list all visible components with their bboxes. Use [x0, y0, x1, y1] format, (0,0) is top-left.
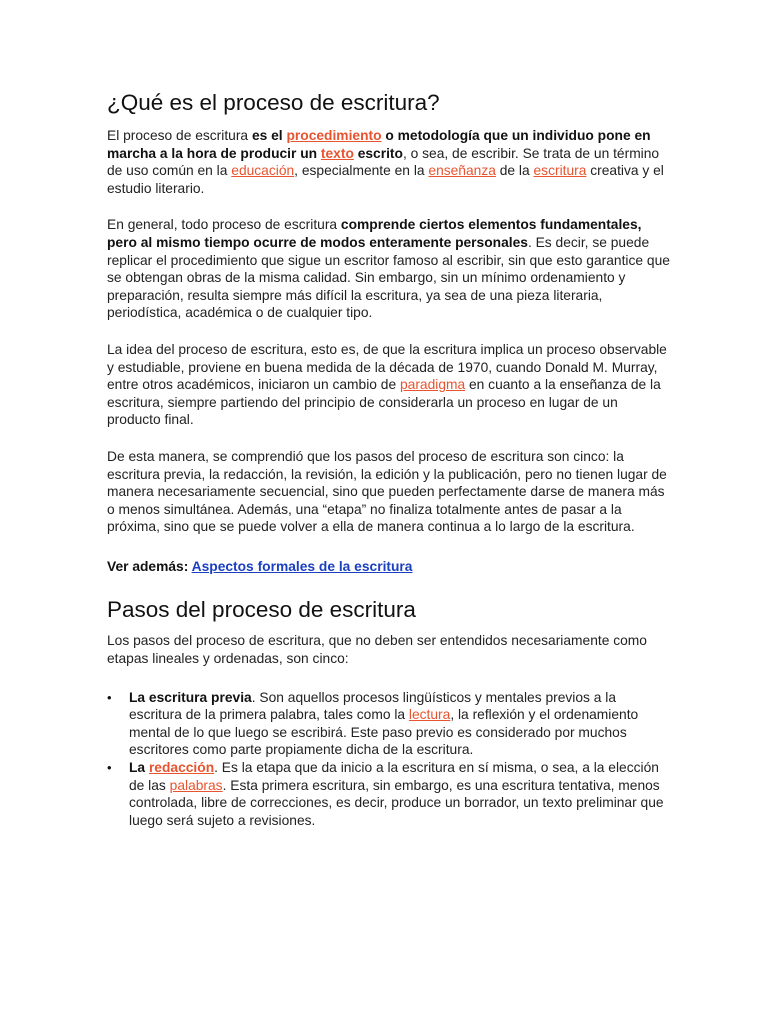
text-span: , o sea, de escribir. Se trata de un término de uso común en la — [107, 145, 660, 179]
paragraph-general — [107, 216, 672, 322]
bold-span: La escritura previa — [129, 689, 252, 705]
text-span: , especialmente en la — [294, 163, 429, 179]
list-item-redaccion — [107, 759, 672, 829]
bold-span: es el — [251, 128, 287, 143]
link-aspectos-formales[interactable]: Aspectos formales de la escritura — [191, 558, 413, 574]
text-span: . Es decir, se puede replicar el procedimiento que sigue un escritor famoso al escribir, sin que esto garantice que se obtengan obras de la misma calidad. Sin embargo, sin un mínimo ordenamiento y preparación, resulta siempre más difícil la escritura, ya sea de una pieza literaria, periodística, académica o de cualquier tipo. — [107, 234, 670, 321]
text-span: . Es la etapa que da inicio a la escritura en sí misma, o sea, a la elección de las — [129, 760, 659, 793]
paragraph-five-steps — [107, 448, 672, 536]
bold-span: comprende ciertos elementos fundamentales, pero al mismo tiempo ocurre de modos enteramente personales — [107, 217, 642, 250]
text-span: de la — [495, 163, 534, 179]
text-span: . Son aquellos procesos lingüísticos y mentales previos a la escritura de la primera palabra, tales como la — [129, 689, 616, 723]
link-texto[interactable]: texto — [320, 145, 354, 161]
link-procedimiento[interactable]: procedimiento — [286, 128, 382, 143]
link-escritura[interactable]: escritura — [533, 163, 587, 179]
link-lectura[interactable]: lectura — [408, 707, 451, 723]
paragraph-steps-intro: Los pasos del proceso de escritura, que no deben ser entendidos necesariamente como etapas lineales y ordenadas, son cinco: — [107, 633, 647, 667]
bullet-icon: • — [107, 689, 112, 705]
bold-span: La — [129, 760, 149, 776]
text-span: En general, todo proceso de escritura — [107, 217, 341, 233]
paragraph-history — [107, 341, 672, 429]
text-span: . Esta primera escritura, sin embargo, es una escritura tentativa, menos controlada, libre de correcciones, es decir, produce un borrador, un texto preliminar que luego será sujeto a revisiones. — [129, 777, 664, 828]
see-also-label: Ver además: — [107, 558, 192, 574]
text-span: El proceso de escritura — [107, 128, 252, 143]
bullet-icon: • — [107, 760, 112, 776]
text-span: La idea del proceso de escritura, esto es, de que la escritura implica un proceso observable y estudiable, proviene en buena medida de la década de 1970, cuando Donald M. Murray, entre otros académicos, iniciaron un cambio de — [107, 341, 667, 393]
list-item-escritura-previa — [107, 689, 672, 759]
link-educacion[interactable]: educación — [231, 163, 295, 179]
text-span: De esta manera, se comprendió que los pasos del proceso de escritura son cinco: la escritura previa, la redacción, la revisión, la edición y la publicación, pero no tienen lugar de manera necesariamente secuencial, sino que pueden perfectamente darse de manera más o menos simultánea. Además, una “etapa” no finaliza totalmente antes de pasar a la próxima, sino que se puede volver a ella de manera continua a lo largo de la escritura. — [107, 448, 667, 535]
text-span: creativa y el estudio literario. — [107, 163, 664, 196]
paragraph-definition — [107, 127, 672, 197]
link-ensenanza[interactable]: enseñanza — [428, 163, 496, 179]
see-also-line — [107, 558, 672, 576]
link-palabras[interactable]: palabras — [169, 777, 223, 793]
section-heading-what-is: ¿Qué es el proceso de escritura? — [107, 90, 440, 115]
steps-list — [107, 689, 672, 830]
text-span: en cuanto a la enseñanza de la escritura, siempre partiendo del principio de considerarla un proceso en lugar de un producto final. — [107, 377, 661, 428]
text-span: , la reflexión y el ordenamiento mental de lo que luego se escribirá. Este paso previo es considerado por muchos escritores como parte propiamente dicha de la escritura. — [129, 707, 639, 758]
bold-span: escrito — [353, 145, 403, 161]
link-redaccion[interactable]: redacción — [148, 760, 215, 776]
link-paradigma[interactable]: paradigma — [399, 377, 466, 393]
bold-span: o metodología que un individuo pone en marcha a la hora de producir un — [107, 128, 651, 161]
section-heading-steps: Pasos del proceso de escritura — [107, 597, 416, 623]
